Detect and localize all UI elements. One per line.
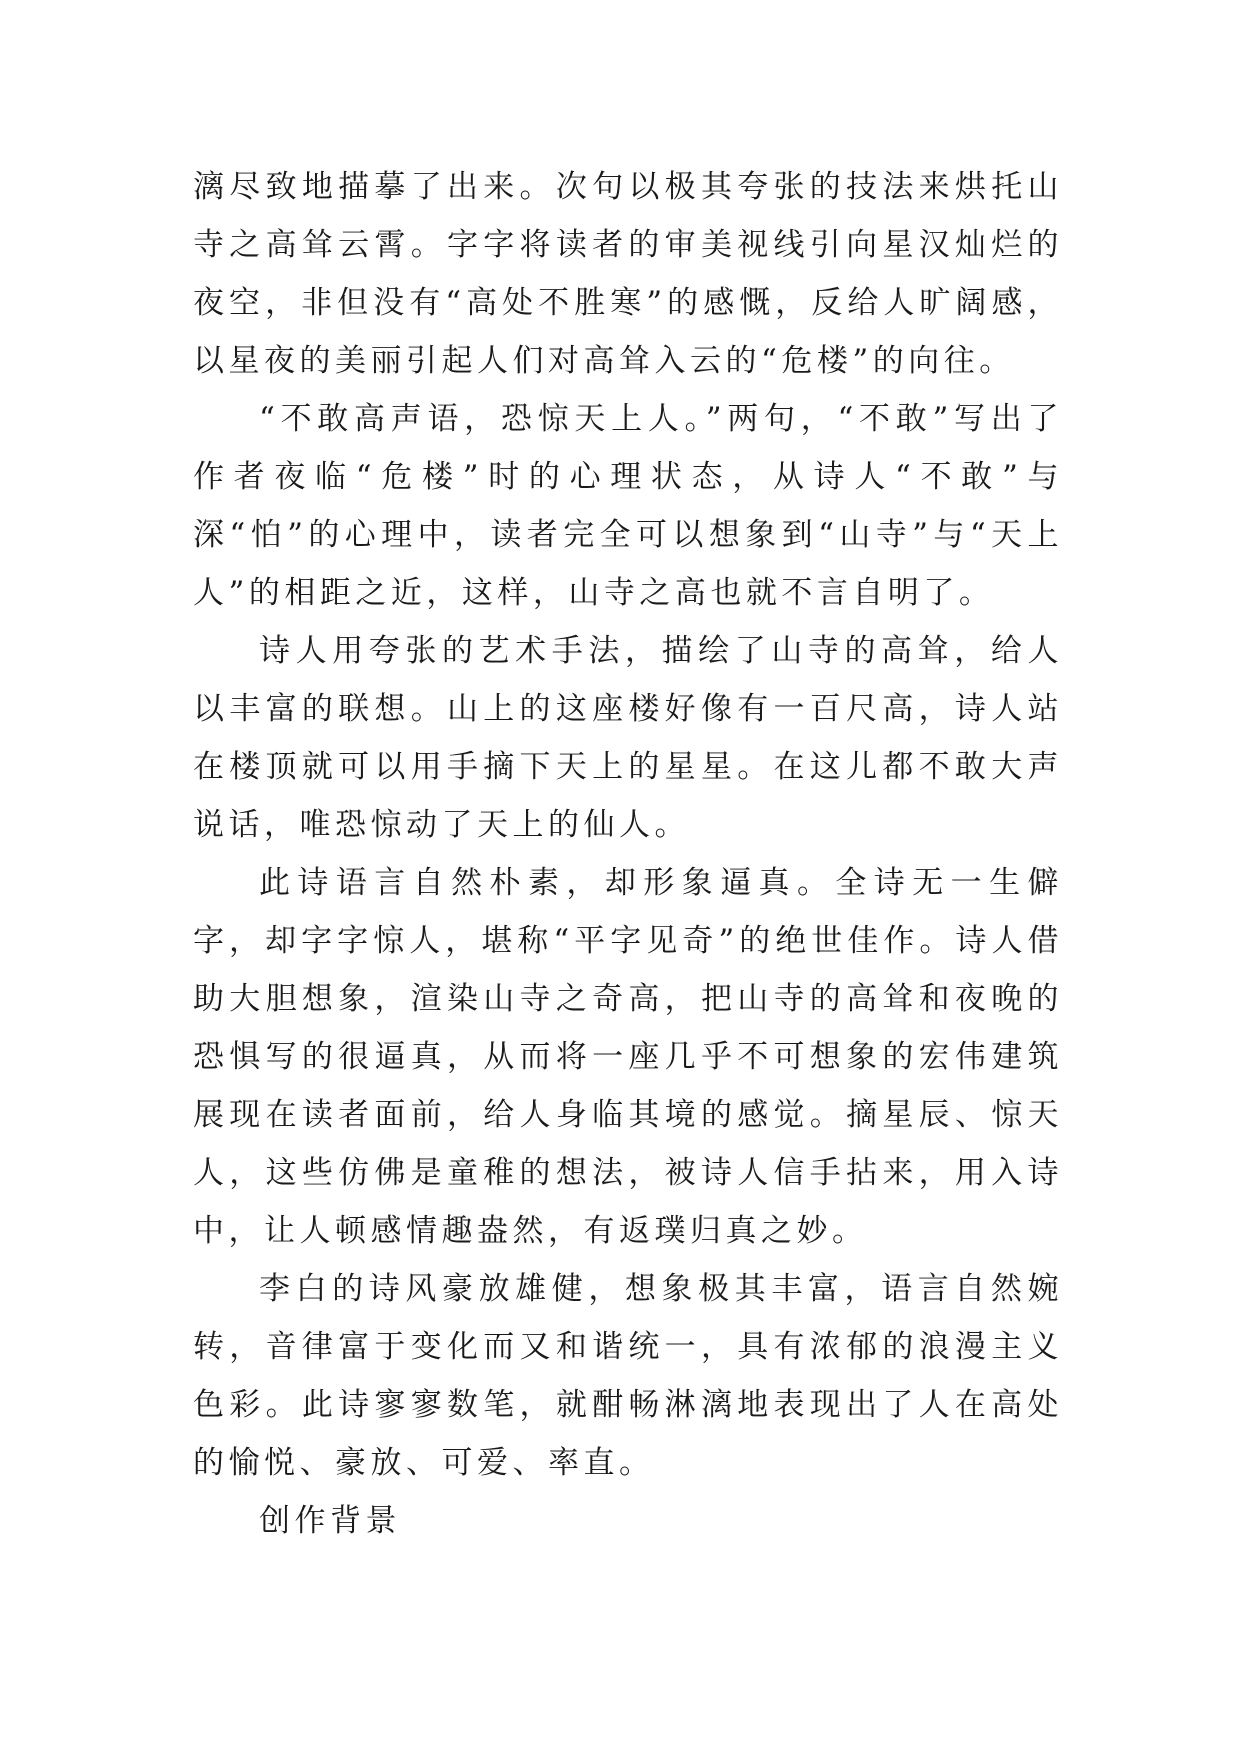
paragraph-3: 诗人用夸张的艺术手法，描绘了山寺的高耸，给人以丰富的联想。山上的这座楼好像有一百尺高，诗人站在楼顶就可以用手摘下天上的星星。在这儿都不敢大声说话，唯恐惊动了天上的仙人。 xyxy=(193,633,1063,843)
paragraph-4: 此诗语言自然朴素，却形象逼真。全诗无一生僻字，却字字惊人，堪称“平字见奇”的绝世佳作。诗人借助大胆想象，渲染山寺之奇高，把山寺的高耸和夜晚的恐惧写的很逼真，从而将一座几乎不可想象的宏伟建筑展现在读者面前，给人身临其境的感觉。摘星辰、惊天人，这些仿佛是童稚的想法，被诗人信手拈来，用入诗中，让人顿感情趣盎然，有返璞归真之妙。 xyxy=(193,865,1063,1249)
paragraph-1: 漓尽致地描摹了出来。次句以极其夸张的技法来烘托山寺之高耸云霄。字字将读者的审美视线引向星汉灿烂的夜空，非但没有“高处不胜寒”的感慨，反给人旷阔感，以星夜的美丽引起人们对高耸入云的“危楼”的向往。 xyxy=(193,169,1063,379)
document-body xyxy=(193,158,1063,1550)
paragraph-2: “不敢高声语，恐惊天上人。”两句，“不敢”写出了作者夜临“危楼”时的心理状态，从诗人“不敢”与深“怕”的心理中，读者完全可以想象到“山寺”与“天上人”的相距之近，这样，山寺之高也就不言自明了。 xyxy=(193,401,1063,611)
section-heading: 创作背景 xyxy=(259,1503,401,1539)
paragraph-5: 李白的诗风豪放雄健，想象极其丰富，语言自然婉转，音律富于变化而又和谐统一，具有浓郁的浪漫主义色彩。此诗寥寥数笔，就酣畅淋漓地表现出了人在高处的愉悦、豪放、可爱、率直。 xyxy=(193,1271,1063,1481)
